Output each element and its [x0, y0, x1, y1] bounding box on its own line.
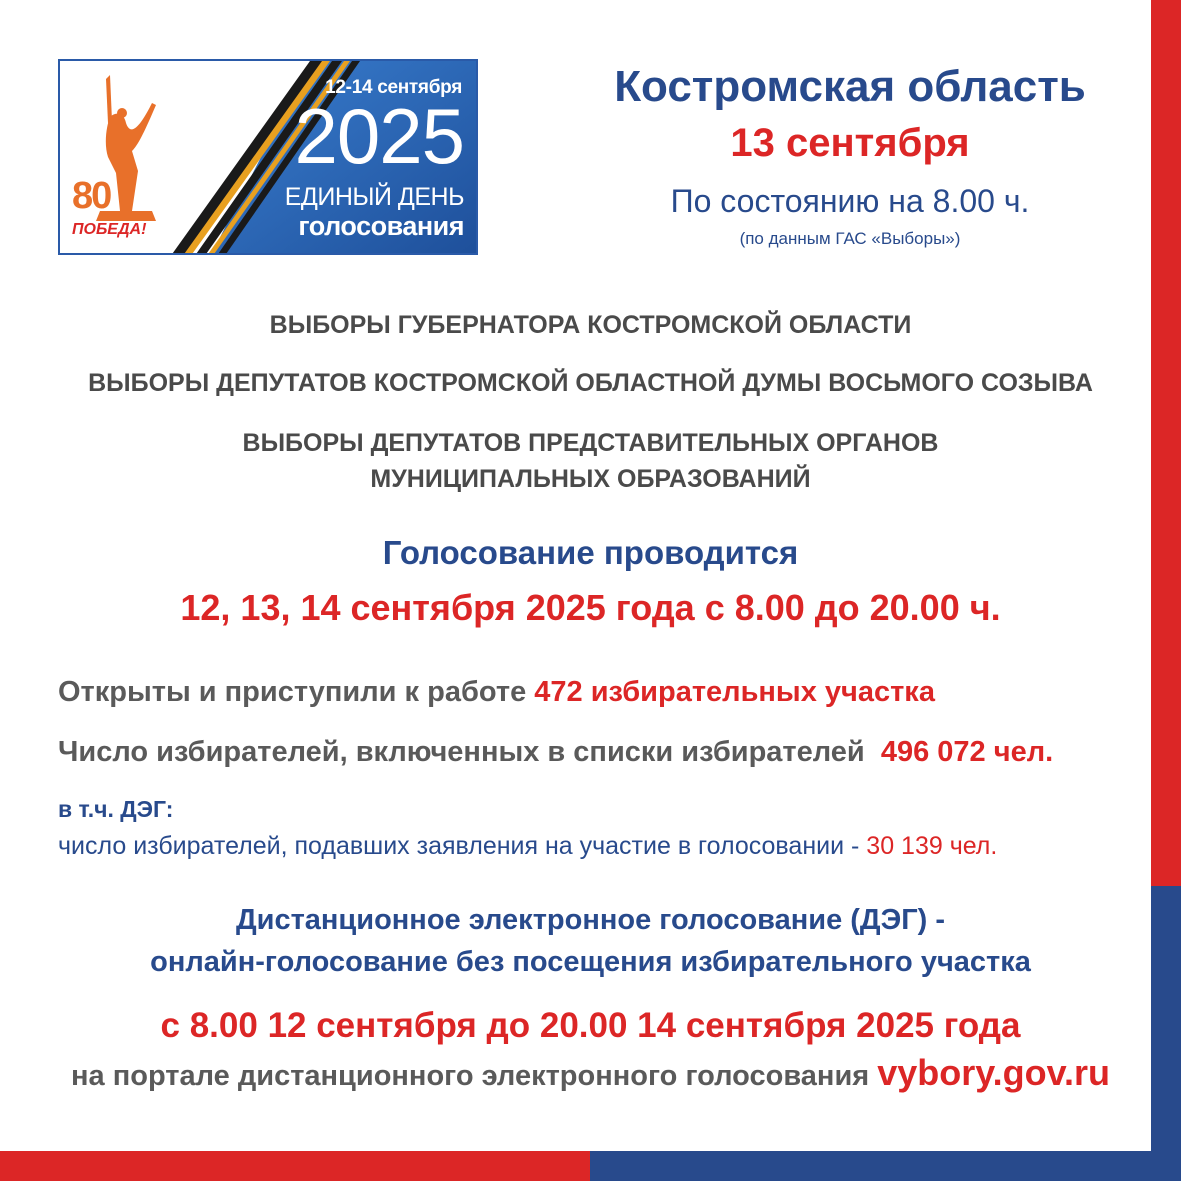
stations-stat — [58, 676, 935, 709]
voting-title: Голосование проводится — [382, 534, 799, 571]
banner-subtitle-line1: ЕДИНЫЙ ДЕНЬ — [284, 183, 464, 211]
stations-label: Открыты и приступили к работе — [58, 676, 527, 708]
election-day-banner — [58, 59, 478, 255]
anniversary-number: 80 — [72, 175, 111, 217]
voters-stat — [58, 736, 1053, 769]
voting-dates: 12, 13, 14 сентября 2025 года с 8.00 до 20.00 ч. — [180, 587, 1001, 628]
as-of-time: По состоянию на 8.00 ч. — [670, 183, 1030, 219]
banner-subtitle-line2: голосования — [298, 211, 464, 241]
deg-label: в т.ч. ДЭГ: — [58, 796, 174, 822]
banner-dates: 12-14 сентября — [325, 77, 462, 98]
deg-count-stat — [58, 832, 997, 861]
deg-dates: с 8.00 12 сентября до 20.00 14 сентября 2025 года — [160, 1006, 1021, 1045]
region-title: Костромская область — [614, 62, 1086, 111]
deg-description-line1: Дистанционное электронное голосование (ДЭГ) - — [235, 904, 946, 936]
banner-year: 2025 — [294, 92, 464, 180]
portal-link[interactable]: vybory.gov.ru — [877, 1052, 1110, 1093]
report-date: 13 сентября — [730, 121, 970, 165]
bottom-blue-stripe — [590, 1151, 1181, 1181]
voters-label: Число избирателей, включенных в списки избирателей — [58, 736, 865, 768]
deg-count-label: число избирателей, подавших заявления на участие в голосовании - — [58, 832, 860, 860]
election-duma: ВЫБОРЫ ДЕПУТАТОВ КОСТРОМСКОЙ ОБЛАСТНОЙ ДУМЫ ВОСЬМОГО СОЗЫВА — [88, 369, 1093, 397]
anniversary-word: ПОБЕДА! — [72, 221, 147, 238]
stations-value: 472 избирательных участка — [534, 676, 935, 708]
voters-value: 496 072 чел. — [880, 736, 1054, 768]
election-municipal-line1: ВЫБОРЫ ДЕПУТАТОВ ПРЕДСТАВИТЕЛЬНЫХ ОРГАНОВ — [242, 429, 939, 457]
election-municipal-line2: МУНИЦИПАЛЬНЫХ ОБРАЗОВАНИЙ — [370, 465, 811, 493]
deg-count-value: 30 139 чел. — [866, 832, 998, 860]
election-governor: ВЫБОРЫ ГУБЕРНАТОРА КОСТРОМСКОЙ ОБЛАСТИ — [269, 311, 912, 339]
data-source: (по данным ГАС «Выборы») — [739, 229, 961, 248]
portal-line — [0, 1052, 1181, 1094]
bottom-red-stripe — [0, 1151, 590, 1181]
deg-description-line2: онлайн-голосование без посещения избирательного участка — [150, 946, 1031, 978]
portal-label: на портале дистанционного электронного голосования — [71, 1060, 870, 1092]
election-municipal — [0, 425, 1181, 497]
